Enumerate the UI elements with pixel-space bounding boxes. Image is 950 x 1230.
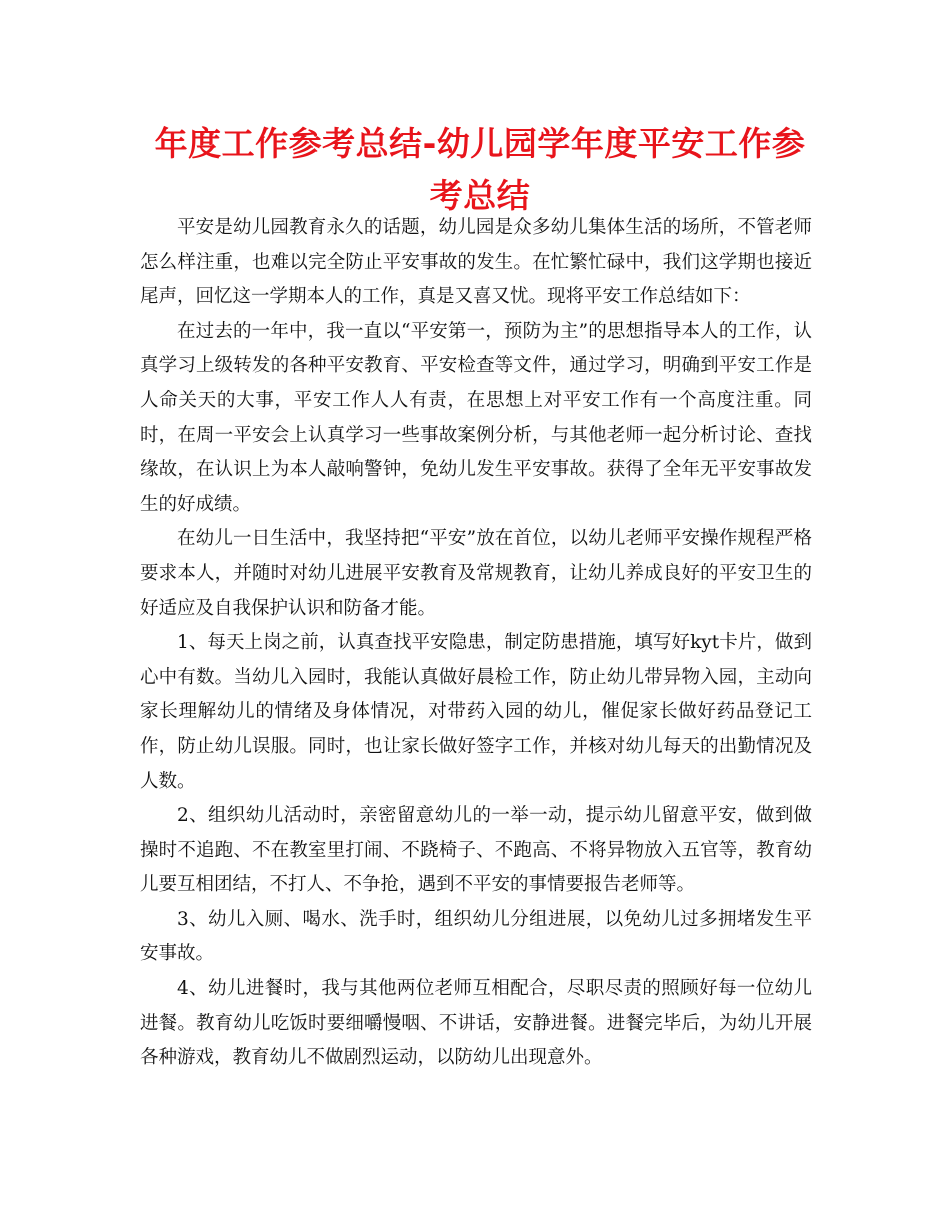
document-body: [140, 211, 812, 1076]
document-title: 年度工作参考总结-幼儿园学年度平安工作参考总结: [154, 124, 806, 215]
paragraph-safety-thinking: 在过去的一年中，我一直以“平安第一，预防为主”的思想指导本人的工作，认真学习上级转发的各种平安教育、平安检查等文件，通过学习，明确到平安工作是人命关天的大事，平安工作人人有责，在思想上对平安工作有一个高度注重。同时，在周一平安会上认真学习一些事故案例分析，与其他老师一起分析讨论、查找缘故，在认识上为本人敲响警钟，免幼儿发生平安事故。获得了全年无平安事故发生的好成绩。: [140, 320, 812, 515]
paragraph-item-1: 1、每天上岗之前，认真查找平安隐患，制定防患措施，填写好kyt卡片，做到心中有数。当幼儿入园时，我能认真做好晨检工作，防止幼儿带异物入园，主动向家长理解幼儿的情绪及身体情况，对带药入园的幼儿，催促家长做好药品登记工作，防止幼儿误服。同时，也让家长做好签字工作，并核对幼儿每天的出勤情况及人数。: [140, 632, 812, 792]
paragraph-item-2: 2、组织幼儿活动时，亲密留意幼儿的一举一动，提示幼儿留意平安，做到做操时不追跑、不在教室里打闹、不跷椅子、不跑高、不将异物放入五官等，教育幼儿要互相团结，不打人、不争抢，遇到不平安的事情要报告老师等。: [140, 805, 812, 896]
paragraph-item-3: 3、幼儿入厕、喝水、洗手时，组织幼儿分组进展，以免幼儿过多拥堵发生平安事故。: [140, 908, 812, 965]
paragraph-item-4: 4、幼儿进餐时，我与其他两位老师互相配合，尽职尽责的照顾好每一位幼儿进餐。教育幼儿吃饭时要细嚼慢咽、不讲话，安静进餐。进餐完毕后，为幼儿开展各种游戏，教育幼儿不做剧烈运动，以防幼儿出现意外。: [140, 978, 812, 1069]
paragraph-intro: 平安是幼儿园教育永久的话题，幼儿园是众多幼儿集体生活的场所，不管老师怎么样注重，也难以完全防止平安事故的发生。在忙繁忙碌中，我们这学期也接近尾声，回忆这一学期本人的工作，真是又喜又忧。现将平安工作总结如下：: [140, 217, 812, 308]
paragraph-daily-life: 在幼儿一日生活中，我坚持把“平安”放在首位，以幼儿老师平安操作规程严格要求本人，并随时对幼儿进展平安教育及常规教育，让幼儿养成良好的平安卫生的好适应及自我保护认识和防备才能。: [140, 528, 812, 619]
